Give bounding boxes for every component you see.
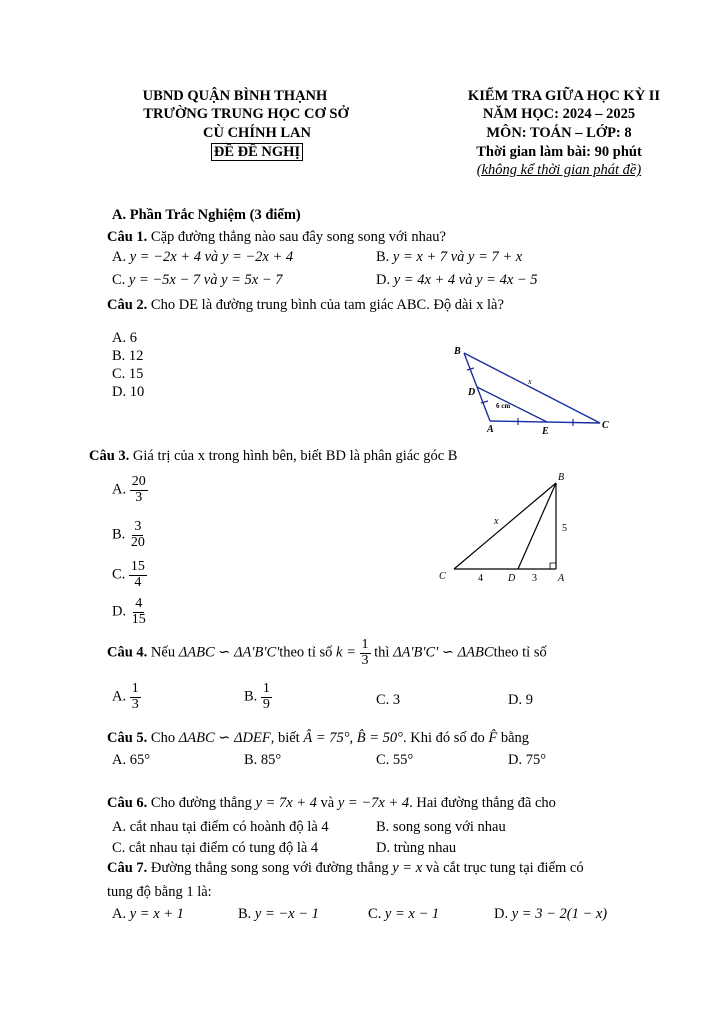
- q3-label: Câu 3.: [89, 448, 130, 464]
- option-key: C.: [112, 366, 126, 382]
- option-key: A.: [112, 249, 127, 265]
- label-c: C: [602, 420, 609, 431]
- q2-label: Câu 2.: [107, 297, 148, 313]
- option-fraction: [130, 597, 148, 627]
- q5-post: . Khi đó số đo: [402, 730, 485, 746]
- q4-mid: theo tỉ số: [279, 644, 333, 661]
- header-exam: KIỂM TRA GIỮA HỌC KỲ II: [467, 88, 661, 104]
- label-6cm: 6 cm: [496, 402, 511, 410]
- label-x: x: [528, 377, 532, 386]
- q7-option-d[interactable]: [494, 906, 607, 923]
- header-school-name: CÙ CHÍNH LAN: [203, 125, 311, 141]
- q1-option-b[interactable]: [376, 249, 522, 266]
- q1-option-c[interactable]: [112, 272, 283, 289]
- denominator: 9: [262, 696, 270, 712]
- option-text: 65°: [129, 752, 151, 768]
- option-key: D.: [112, 384, 127, 400]
- numerator: 3: [134, 519, 142, 534]
- q1-text: Cặp đường thẳng nào sau đây song song với nhau?: [150, 229, 446, 245]
- option-fraction: [130, 682, 141, 712]
- option-key: A.: [112, 330, 127, 346]
- numerator: 4: [135, 596, 143, 611]
- option-text: cắt nhau tại điểm có hoành độ là 4: [129, 819, 329, 835]
- numerator: 1: [131, 681, 139, 696]
- label-5: 5: [562, 523, 567, 534]
- numerator: 1: [262, 681, 270, 696]
- question-3: [89, 448, 457, 465]
- option-text: y = 4x + 4 và y = 4x − 5: [393, 272, 538, 288]
- header-subject: MÔN: TOÁN – LỚP: 8: [486, 125, 632, 141]
- denominator: 15: [131, 611, 146, 627]
- numerator: 15: [130, 559, 145, 574]
- option-key: C.: [112, 566, 126, 583]
- q4-similarity-2: ΔA'B'C' ∽ ΔABC: [393, 644, 494, 661]
- option-key: A.: [112, 481, 127, 498]
- q2-option-a[interactable]: [112, 330, 137, 347]
- denominator: 4: [134, 574, 142, 590]
- q3-option-a[interactable]: [112, 475, 148, 505]
- denominator: 20: [130, 534, 145, 550]
- option-text: 55°: [392, 752, 414, 768]
- label-d: D: [468, 387, 476, 398]
- option-text: y = −5x − 7 và y = 5x − 7: [128, 272, 283, 288]
- denominator: 3: [131, 696, 139, 712]
- option-key: B.: [376, 819, 390, 835]
- q7-option-c[interactable]: [368, 906, 439, 923]
- option-text: y = −2x + 4 và y = −2x + 4: [129, 249, 294, 265]
- q6-pre: Cho đường thẳng: [150, 795, 252, 811]
- q2-option-b[interactable]: [112, 348, 143, 365]
- q5-angle-f: F̂: [488, 730, 498, 746]
- q5-option-d[interactable]: [508, 752, 546, 769]
- option-text: 75°: [525, 752, 547, 768]
- label-3: 3: [532, 573, 537, 584]
- option-text: 15: [128, 366, 144, 382]
- q5-angles: Â = 75°, B̂ = 50°: [303, 730, 403, 746]
- q5-similarity: ΔABC ∽ ΔDEF: [178, 730, 271, 746]
- q3-option-d[interactable]: [112, 597, 148, 627]
- q5-label: Câu 5.: [107, 730, 148, 746]
- option-text: 3: [392, 692, 401, 708]
- q2-text: Cho DE là đường trung bình của tam giác ABC. Độ dài x là?: [150, 297, 504, 313]
- question-2: [107, 297, 504, 314]
- q2-option-c[interactable]: [112, 366, 143, 383]
- label-a: A: [487, 424, 494, 435]
- option-key: A.: [112, 819, 127, 835]
- option-fraction: [129, 520, 147, 550]
- q6-post: . Hai đường thẳng đã cho: [409, 795, 556, 811]
- option-key: C.: [368, 906, 382, 922]
- question-6: [107, 795, 556, 812]
- q5-option-b[interactable]: [244, 752, 281, 769]
- option-key: D.: [508, 692, 523, 708]
- option-fraction: [130, 475, 148, 505]
- option-key: A.: [112, 752, 127, 768]
- option-text: 9: [525, 692, 533, 708]
- option-text: 85°: [260, 752, 282, 768]
- question-7: [107, 860, 584, 877]
- q2-triangle-figure: [440, 338, 620, 438]
- option-text: y = −x − 1: [254, 906, 319, 922]
- q6-equation-2: y = −7x + 4: [337, 795, 410, 811]
- section-title: A. Phần Trắc Nghiệm (3 điểm): [112, 207, 301, 223]
- question-4: [107, 638, 547, 668]
- q4-similarity-1: ΔABC ∽ ΔA'B'C': [178, 644, 280, 661]
- header-school: TRƯỜNG TRUNG HỌC CƠ SỞ: [143, 106, 349, 122]
- denominator: 3: [361, 652, 369, 668]
- q7-label: Câu 7.: [107, 860, 148, 876]
- option-text: 12: [128, 348, 144, 364]
- option-key: D.: [376, 840, 391, 856]
- option-key: B.: [244, 752, 258, 768]
- q7-option-b[interactable]: [238, 906, 319, 923]
- numerator: 1: [361, 637, 369, 652]
- label-e: E: [542, 426, 549, 437]
- q5-mid: , biết: [270, 730, 300, 746]
- option-text: y = x + 1: [129, 906, 184, 922]
- denominator: 3: [135, 489, 143, 505]
- header-badge: ĐỀ ĐỀ NGHỊ: [211, 143, 303, 161]
- question-1: [107, 229, 446, 246]
- header-time: Thời gian làm bài: 90 phút: [476, 144, 642, 160]
- header-note: (không kể thời gian phát đề): [476, 162, 642, 178]
- q3-triangle-figure: [432, 466, 582, 588]
- option-text: 6: [129, 330, 137, 346]
- option-text: y = x − 1: [384, 906, 440, 922]
- q6-option-a[interactable]: [112, 819, 329, 836]
- question-5: [107, 730, 529, 747]
- q1-option-a[interactable]: [112, 249, 293, 266]
- option-key: D.: [494, 906, 509, 922]
- right-angle-mark: [550, 563, 556, 569]
- q6-equation-1: y = 7x + 4: [255, 795, 317, 811]
- q3-option-c[interactable]: [112, 560, 147, 590]
- label-b: B: [454, 346, 461, 357]
- q3-text: Giá trị của x trong hình bên, biết BD là phân giác góc B: [132, 448, 458, 464]
- q4-then: thì: [374, 644, 390, 661]
- q4-k: k =: [336, 644, 356, 661]
- option-key: C.: [112, 272, 126, 288]
- option-fraction: [261, 682, 272, 712]
- q4-label: Câu 4.: [107, 644, 148, 661]
- q4-option-c[interactable]: [376, 692, 400, 709]
- q4-post: theo tỉ số: [493, 644, 547, 661]
- q4-option-d[interactable]: [508, 692, 533, 709]
- q5-option-c[interactable]: [376, 752, 413, 769]
- q4-k-fraction: [360, 638, 371, 668]
- option-key: C.: [112, 840, 126, 856]
- label-4: 4: [478, 573, 483, 584]
- option-key: B.: [238, 906, 252, 922]
- option-fraction: [129, 560, 147, 590]
- label-d: D: [508, 573, 516, 584]
- option-text: song song với nhau: [392, 819, 506, 835]
- label-x: x: [494, 516, 499, 527]
- segment-cb: [454, 483, 556, 569]
- numerator: 20: [131, 474, 146, 489]
- q4-pre: Nếu: [150, 644, 176, 661]
- q7-post: và cắt trục tung tại điểm có: [425, 860, 584, 876]
- option-key: B.: [376, 249, 390, 265]
- q6-option-c[interactable]: [112, 840, 318, 857]
- q4-option-a[interactable]: [112, 682, 141, 712]
- option-key: D.: [508, 752, 523, 768]
- option-text: y = x + 7 và y = 7 + x: [392, 249, 523, 265]
- option-key: A.: [112, 688, 127, 705]
- option-key: D.: [112, 603, 127, 620]
- option-key: B.: [244, 688, 258, 705]
- option-key: B.: [112, 526, 126, 543]
- option-text: 10: [129, 384, 145, 400]
- q4-option-b[interactable]: [244, 682, 272, 712]
- q3-option-b[interactable]: [112, 520, 147, 550]
- q6-option-d[interactable]: [376, 840, 456, 857]
- header-district: UBND QUẬN BÌNH THẠNH: [142, 88, 328, 104]
- q5-pre: Cho: [150, 730, 176, 746]
- q6-and: và: [320, 795, 335, 811]
- segment-bc: [464, 353, 600, 423]
- q7-equation: y = x: [392, 860, 423, 876]
- label-c: C: [439, 571, 446, 582]
- option-text: y = 3 − 2(1 − x): [511, 906, 608, 922]
- option-text: trùng nhau: [393, 840, 457, 856]
- q6-option-b[interactable]: [376, 819, 506, 836]
- option-key: A.: [112, 906, 127, 922]
- segment-de: [477, 387, 547, 422]
- q6-label: Câu 6.: [107, 795, 148, 811]
- segment-bd: [518, 483, 556, 569]
- q7-option-a[interactable]: [112, 906, 184, 923]
- q7-line2: tung độ bằng 1 là:: [107, 884, 212, 900]
- option-key: D.: [376, 272, 391, 288]
- q5-end: bằng: [500, 730, 530, 746]
- q5-option-a[interactable]: [112, 752, 150, 769]
- q2-option-d[interactable]: [112, 384, 144, 401]
- q1-option-d[interactable]: [376, 272, 538, 289]
- option-key: B.: [112, 348, 126, 364]
- option-key: C.: [376, 692, 390, 708]
- option-text: cắt nhau tại điểm có tung độ là 4: [128, 840, 319, 856]
- option-key: C.: [376, 752, 390, 768]
- label-a: A: [558, 573, 565, 584]
- label-b: B: [558, 472, 565, 483]
- q7-pre: Đường thẳng song song với đường thẳng: [150, 860, 389, 876]
- header-year: NĂM HỌC: 2024 – 2025: [482, 106, 636, 122]
- q1-label: Câu 1.: [107, 229, 148, 245]
